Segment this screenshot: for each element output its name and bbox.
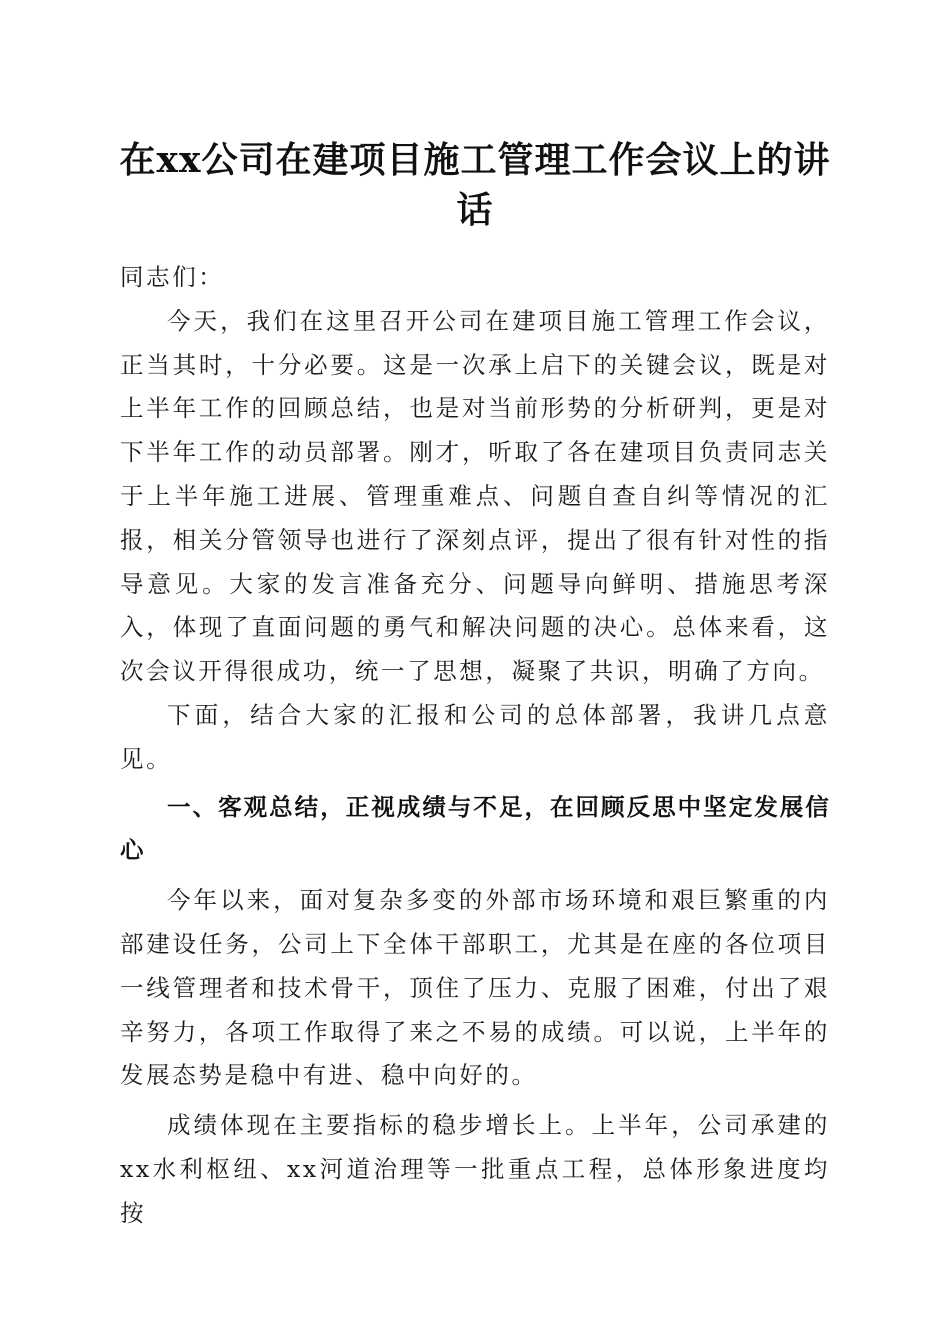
document-body — [120, 256, 830, 1236]
salutation: 同志们： — [120, 263, 225, 291]
paragraph-transition: 下面，结合大家的汇报和公司的总体部署，我讲几点意见。 — [120, 700, 830, 773]
paragraph-opening: 今天，我们在这里召开公司在建项目施工管理工作会议，正当其时，十分必要。这是一次承上启下的关键会议，既是对上半年工作的回顾总结，也是对当前形势的分析研判，更是对下半年工作的动员部署。刚才，听取了各在建项目负责同志关于上半年施工进展、管理重难点、问题自查自纠等情况的汇报，相关分管领导也进行了深刻点评，提出了很有针对性的指导意见。大家的发言准备充分、问题导向鲜明、措施思考深入，体现了直面问题的勇气和解决问题的决心。总体来看，这次会议开得很成功，统一了思想，凝聚了共识，明确了方向。 — [120, 306, 830, 686]
paragraph-indicators: 成绩体现在主要指标的稳步增长上。上半年，公司承建的xx水利枢纽、xx河道治理等一批重点工程，总体形象进度均按 — [120, 1111, 830, 1227]
paragraph-achievements: 今年以来，面对复杂多变的外部市场环境和艰巨繁重的内部建设任务，公司上下全体干部职工，尤其是在座的各位项目一线管理者和技术骨干，顶住了压力、克服了困难，付出了艰辛努力，各项工作取得了来之不易的成绩。可以说，上半年的发展态势是稳中有进、稳中向好的。 — [120, 886, 830, 1090]
section-heading-1: 一、客观总结，正视成绩与不足，在回顾反思中坚定发展信心 — [120, 792, 830, 865]
document-title: 在xx公司在建项目施工管理工作会议上的讲话 — [119, 139, 831, 231]
